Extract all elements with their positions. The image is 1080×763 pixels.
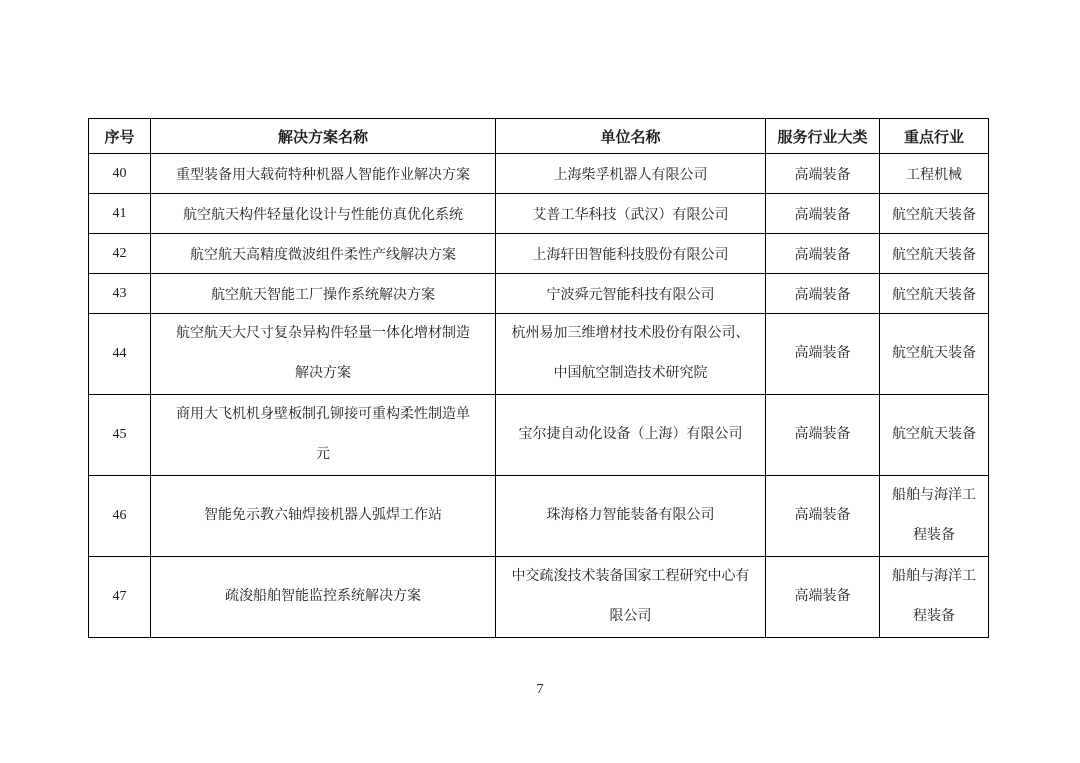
cell-solution-name: 航空航天大尺寸复杂异构件轻量一体化增材制造解决方案 <box>151 314 496 395</box>
cell-serial-number: 46 <box>89 476 151 557</box>
page-number: 7 <box>536 682 544 697</box>
column-header-company-name: 单位名称 <box>496 119 766 154</box>
table-row <box>89 234 989 274</box>
cell-company-name: 珠海格力智能装备有限公司 <box>496 476 766 557</box>
cell-serial-number: 40 <box>89 154 151 194</box>
cell-key-industry: 航空航天装备 <box>880 314 989 395</box>
column-header-key-industry: 重点行业 <box>880 119 989 154</box>
cell-company-name: 杭州易加三维增材技术股份有限公司、中国航空制造技术研究院 <box>496 314 766 395</box>
cell-serial-number: 41 <box>89 194 151 234</box>
cell-service-category: 高端装备 <box>766 314 880 395</box>
cell-solution-name: 商用大飞机机身壁板制孔铆接可重构柔性制造单元 <box>151 395 496 476</box>
cell-key-industry: 航空航天装备 <box>880 274 989 314</box>
cell-key-industry: 航空航天装备 <box>880 234 989 274</box>
cell-solution-name: 重型装备用大载荷特种机器人智能作业解决方案 <box>151 154 496 194</box>
cell-service-category: 高端装备 <box>766 557 880 638</box>
cell-company-name: 中交疏浚技术装备国家工程研究中心有限公司 <box>496 557 766 638</box>
table-row <box>89 274 989 314</box>
column-header-service-category: 服务行业大类 <box>766 119 880 154</box>
cell-service-category: 高端装备 <box>766 395 880 476</box>
cell-key-industry: 航空航天装备 <box>880 194 989 234</box>
cell-company-name: 上海轩田智能科技股份有限公司 <box>496 234 766 274</box>
cell-service-category: 高端装备 <box>766 274 880 314</box>
table-row <box>89 194 989 234</box>
cell-service-category: 高端装备 <box>766 154 880 194</box>
table-row <box>89 154 989 194</box>
cell-serial-number: 45 <box>89 395 151 476</box>
cell-service-category: 高端装备 <box>766 234 880 274</box>
cell-company-name: 上海柴孚机器人有限公司 <box>496 154 766 194</box>
cell-serial-number: 47 <box>89 557 151 638</box>
table-row <box>89 476 989 557</box>
cell-company-name: 宝尔捷自动化设备（上海）有限公司 <box>496 395 766 476</box>
cell-solution-name: 疏浚船舶智能监控系统解决方案 <box>151 557 496 638</box>
cell-serial-number: 42 <box>89 234 151 274</box>
cell-service-category: 高端装备 <box>766 194 880 234</box>
cell-serial-number: 43 <box>89 274 151 314</box>
cell-solution-name: 航空航天构件轻量化设计与性能仿真优化系统 <box>151 194 496 234</box>
table-row <box>89 314 989 395</box>
cell-key-industry: 航空航天装备 <box>880 395 989 476</box>
table-row <box>89 395 989 476</box>
cell-key-industry: 工程机械 <box>880 154 989 194</box>
cell-serial-number: 44 <box>89 314 151 395</box>
cell-solution-name: 智能免示教六轴焊接机器人弧焊工作站 <box>151 476 496 557</box>
cell-solution-name: 航空航天智能工厂操作系统解决方案 <box>151 274 496 314</box>
column-header-solution-name: 解决方案名称 <box>151 119 496 154</box>
cell-company-name: 艾普工华科技（武汉）有限公司 <box>496 194 766 234</box>
cell-solution-name: 航空航天高精度微波组件柔性产线解决方案 <box>151 234 496 274</box>
cell-company-name: 宁波舜元智能科技有限公司 <box>496 274 766 314</box>
table-header-row <box>89 119 989 154</box>
solutions-table <box>88 118 989 638</box>
column-header-serial-number: 序号 <box>89 119 151 154</box>
cell-key-industry: 船舶与海洋工程装备 <box>880 476 989 557</box>
table-row <box>89 557 989 638</box>
cell-key-industry: 船舶与海洋工程装备 <box>880 557 989 638</box>
cell-service-category: 高端装备 <box>766 476 880 557</box>
